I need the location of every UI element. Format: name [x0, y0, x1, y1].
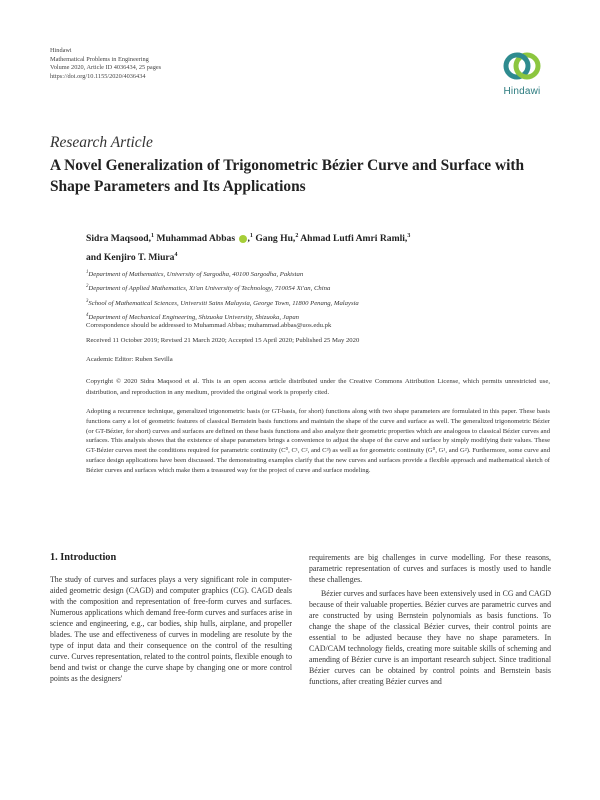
journal-header [50, 47, 161, 81]
author-affiliation-number: 3 [407, 233, 411, 239]
paper-title: A Novel Generalization of Trigonometric Bézier Curve and Surface with Shape Parameters and Its Applications [50, 157, 525, 195]
body-paragraph: Bézier curves and surfaces have been extensively used in CG and CAGD because of their valuable properties. Bézier curves are parametric curves and are constructed by using Bernstein polynomials as basis functions. To change the shape of the classical Bézier curves, their control points are essential to be adjusted because they have no shape parameters. In CAD/CAM technology fields, creating more suitable skills of scheming and amending of Bézier curve is an important research subject. Since traditional Bézier curves can be obtained by control points and Bernstein basis functions, after creating Bézier curves and [309, 589, 551, 686]
author-list: Sidra Maqsood,$^1$ Muhammad Abbas ,$^1$ Gang Hu,$^2$ Ahmad Lutfi Amri Ramli,$^3$ and Kenjiro T. Miura$^4$ [86, 233, 411, 264]
author-name: Ahmad Lutfi Amri Ramli, [300, 233, 408, 245]
article-type: Research Article [50, 134, 153, 151]
publisher-name: Hindawi [50, 47, 72, 54]
affiliation-item: $^3$School of Mathematical Sciences, Universiti Sains Malaysia, George Town, 11800 Penang, Malaysia [86, 298, 359, 308]
volume-line: Volume 2020, Article ID 4036434, 25 pages [50, 64, 162, 72]
left-column [50, 574, 292, 684]
affiliation-list [86, 267, 556, 325]
dates-line: Received 11 October 2019; Revised 21 March 2020; Accepted 15 April 2020; Published 25 May 2020 [86, 337, 360, 344]
academic-editor-line: Academic Editor: Ruben Sevilla [86, 356, 173, 363]
author-affiliation-number: 4 [174, 252, 178, 259]
affiliation-item: $^2$Department of Applied Mathematics, Xi'an University of Technology, 710054 Xi'an, China [86, 284, 331, 293]
author-affiliation-number: 1 [151, 233, 155, 239]
author-name: Gang Hu, [255, 233, 296, 245]
section-heading: 1. Introduction [50, 552, 117, 563]
author-name: Sidra Maqsood, [86, 233, 152, 245]
doi-link[interactable]: https://doi.org/10.1155/2020/4036434 [50, 72, 146, 80]
logo-text: Hindawi [503, 86, 541, 97]
hindawi-logo-icon [501, 48, 543, 84]
hindawi-logo [494, 48, 550, 97]
author-name: and Kenjiro T. Miura [86, 252, 175, 264]
author-affiliation-number: 1 [249, 233, 253, 239]
body-paragraph: The study of curves and surfaces plays a very significant role in computer-aided geometric design (CAGD) and computer graphics (CG). CAGD deals with the composition and representation of free-form curves and surfaces. Numerous applications which demand free-form curves and surfaces arise in science and engineering, e.g., car bodies, ship hulls, airplane, and propeller blades. The use and effectiveness of curves in modeling are resolute by the type of input data and their consequence on the control of the resulting curve. Curves representation, related to the control points, flexible enough to bend and twist or change the curve shape by changing one or more control points as the designers' [50, 575, 292, 683]
author-name: Muhammad Abbas [156, 233, 236, 245]
journal-name: Mathematical Problems in Engineering [50, 55, 149, 63]
author-affiliation-number: 2 [295, 233, 299, 239]
body-paragraph: requirements are big challenges in curve modelling. For these reasons, parametric representation of curves and surfaces is mostly used to handle these challenges. [309, 553, 551, 584]
correspondence-line: Correspondence should be addressed to Muhammad Abbas; muhammad.abbas@uos.edu.pk [86, 322, 332, 329]
orcid-icon[interactable] [239, 235, 247, 243]
abstract-text: Adopting a recurrence technique, generalized trigonometric basis (or GT-basis, for short) functions along with two shape parameters are formulated in this paper. These basis functions carry a lot of geometric features of classical Bernstein basis functions and maintain the shape of the curve and surface as well. The generalized trigonometric Bézier (or GT-Bézier, for short) curves and surfaces are defined on these basis functions and also analyze their geometric properties which are analogous to classical Bézier curves and surfaces. This analysis shows that the existence of shape parameters brings a convenience to adjust the shape of the curve and surface by simply modifying their values. These GT-Bézier curves meet the conditions required for parametric continuity (C⁰, C¹, C², and C³) as well as for geometric continuity (G⁰, G¹, and G²). Furthermore, some curve and surface design applications have been discussed. The demonstrating examples clarify that the new curves and surfaces provide a flexible approach and mathematical sketch of Bézier curves and surfaces which make them a treasured way for the project of curve and surface modeling. [86, 408, 550, 474]
affiliation-item: $^4$Department of Mechanical Engineering, Shizuoka University, Shizuoka, Japan [86, 313, 300, 322]
copyright-notice: Copyright © 2020 Sidra Maqsood et al. This is an open access article distributed under the Creative Commons Attribution License, which permits unrestricted use, distribution, and reproduction in any medium, provided the original work is properly cited. [86, 378, 550, 396]
affiliation-item: $^1$Department of Mathematics, University of Sargodha, 40100 Sargodha, Pakistan [86, 270, 304, 279]
right-column [309, 552, 551, 687]
